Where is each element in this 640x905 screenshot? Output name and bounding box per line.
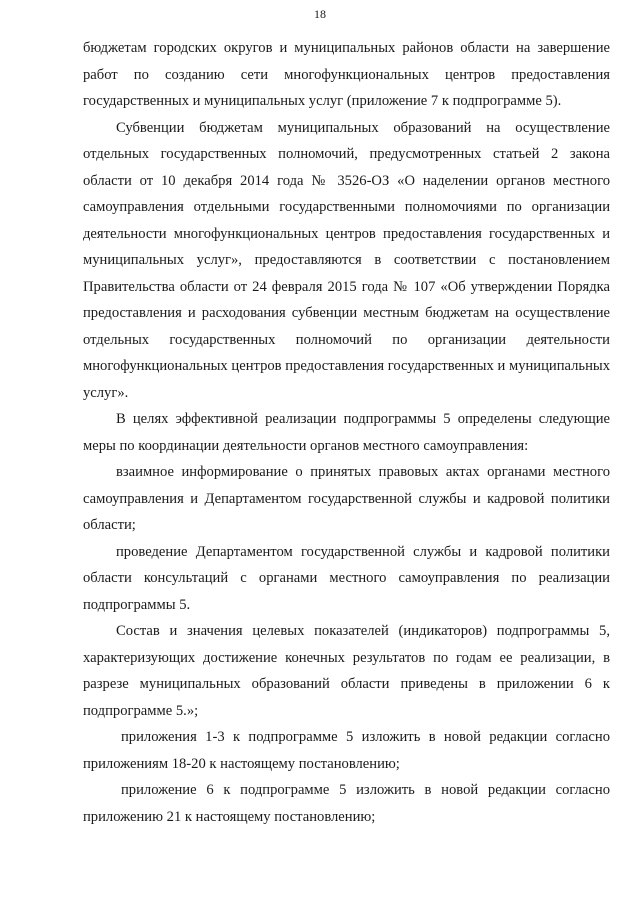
paragraph-mutual-informing: взаимное информирование о принятых правовых актах органами местного самоуправления и Департаментом государственной службы и кадровой политики области; xyxy=(83,464,610,533)
paragraph-target-indicators: Состав и значения целевых показателей (индикаторов) подпрограммы 5, характеризующих достижение конечных результатов по годам ее реализации, в разрезе муниципальных образований области приведены в приложении 6 к подпрограмме 5.»; xyxy=(83,623,610,719)
paragraph-subventions: Субвенции бюджетам муниципальных образований на осуществление отдельных государственных полномочий, предусмотренных статьей 2 закона области от 10 декабря 2014 года № 3526-ОЗ «О наделении органов местного самоуправления отдельными государственными полномочиями по организации деятельности многофункциональных центров предоставления государственных и муниципальных услуг», предоставляются в соответствии с постановлением Правительства области от 24 февраля 2015 года № 107 «Об утверждении Порядка предоставления и расходования субвенции местным бюджетам на осуществление отдельных государственных полномочий по организации деятельности многофункциональных центров предоставления государственных и муниципальных услуг». xyxy=(83,119,610,401)
paragraph-continuation: бюджетам городских округов и муниципальных районов области на завершение работ по созданию сети многофункциональных центров предоставления государственных и муниципальных услуг (приложение 7 к подпрограмме 5). xyxy=(83,40,610,109)
paragraph-appendices-1-3: приложения 1-3 к подпрограмме 5 изложить в новой редакции согласно приложениям 18-20 к настоящему постановлению; xyxy=(83,729,610,772)
paragraph-consultations: проведение Департаментом государственной службы и кадровой политики области консультаций с органами местного самоуправления по реализации подпрограммы 5. xyxy=(83,543,610,613)
document-body xyxy=(83,35,610,830)
paragraph-appendix-6: приложение 6 к подпрограмме 5 изложить в новой редакции согласно приложению 21 к настоящему постановлению; xyxy=(83,782,610,825)
page-number: 18 xyxy=(314,7,326,21)
paragraph-coordination-measures: В целях эффективной реализации подпрограммы 5 определены следующие меры по координации деятельности органов местного самоуправления: xyxy=(83,411,610,454)
